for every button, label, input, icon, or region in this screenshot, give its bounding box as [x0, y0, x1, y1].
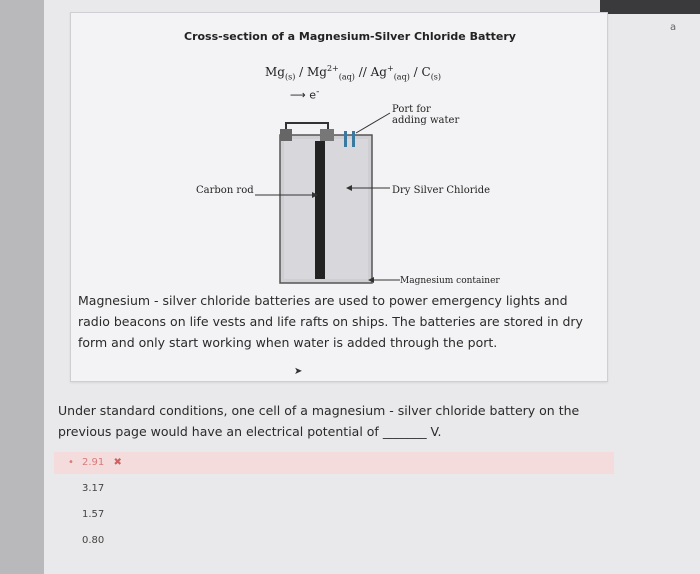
carbon-rod-label: Carbon rod	[196, 185, 254, 196]
corner-mark: a	[670, 22, 677, 33]
wrong-x-icon: ✖	[113, 457, 122, 468]
electron-flow-arrow: ⟶ e-	[290, 86, 320, 102]
answer-option-2[interactable]: 3.17	[82, 483, 105, 494]
cell-notation: $Mg_{(s)} / Mg^{2+}_{(aq)} // Ag^+_{(aq)} / C_{(s)}$	[265, 64, 442, 82]
answer-option-1[interactable]: • 2.91 ✖	[54, 452, 614, 474]
external-wire	[286, 123, 328, 130]
question-text: Under standard conditions, one cell of a magnesium - silver chloride battery on the previous page would have an electrical potential of _______ V.	[58, 403, 580, 439]
figure-title: Cross-section of a Magnesium-Silver Chloride Battery	[184, 30, 516, 43]
water-port-right	[352, 131, 355, 147]
answer-list	[54, 452, 614, 556]
magnesium-container-label: Magnesium container	[400, 276, 500, 286]
port-leader	[356, 113, 390, 133]
description-paragraph: Magnesium - silver chloride batteries are used to power emergency lights and radio beacons on life vests and life rafts on ships. The batteries are stored in dry form and only start working when water is added through the port.	[78, 293, 583, 350]
unit-label: V.	[430, 424, 442, 439]
silver-chloride-label: Dry Silver Chloride	[392, 185, 491, 196]
answer-option-4[interactable]: 0.80	[82, 535, 105, 546]
top-bar	[600, 0, 700, 14]
left-edge	[0, 0, 44, 574]
carbon-cap	[280, 129, 292, 141]
water-port-left	[344, 131, 347, 147]
mouse-pointer: ➤	[294, 366, 303, 377]
answer-option-3[interactable]: 1.57	[82, 509, 105, 520]
rod-cap	[320, 129, 334, 141]
silver-chloride-fill	[284, 139, 368, 279]
port-label: Port for adding water	[392, 104, 460, 126]
carbon-rod	[315, 141, 325, 279]
answer-blank: _______	[382, 424, 427, 439]
selected-dot-icon: •	[68, 457, 74, 468]
